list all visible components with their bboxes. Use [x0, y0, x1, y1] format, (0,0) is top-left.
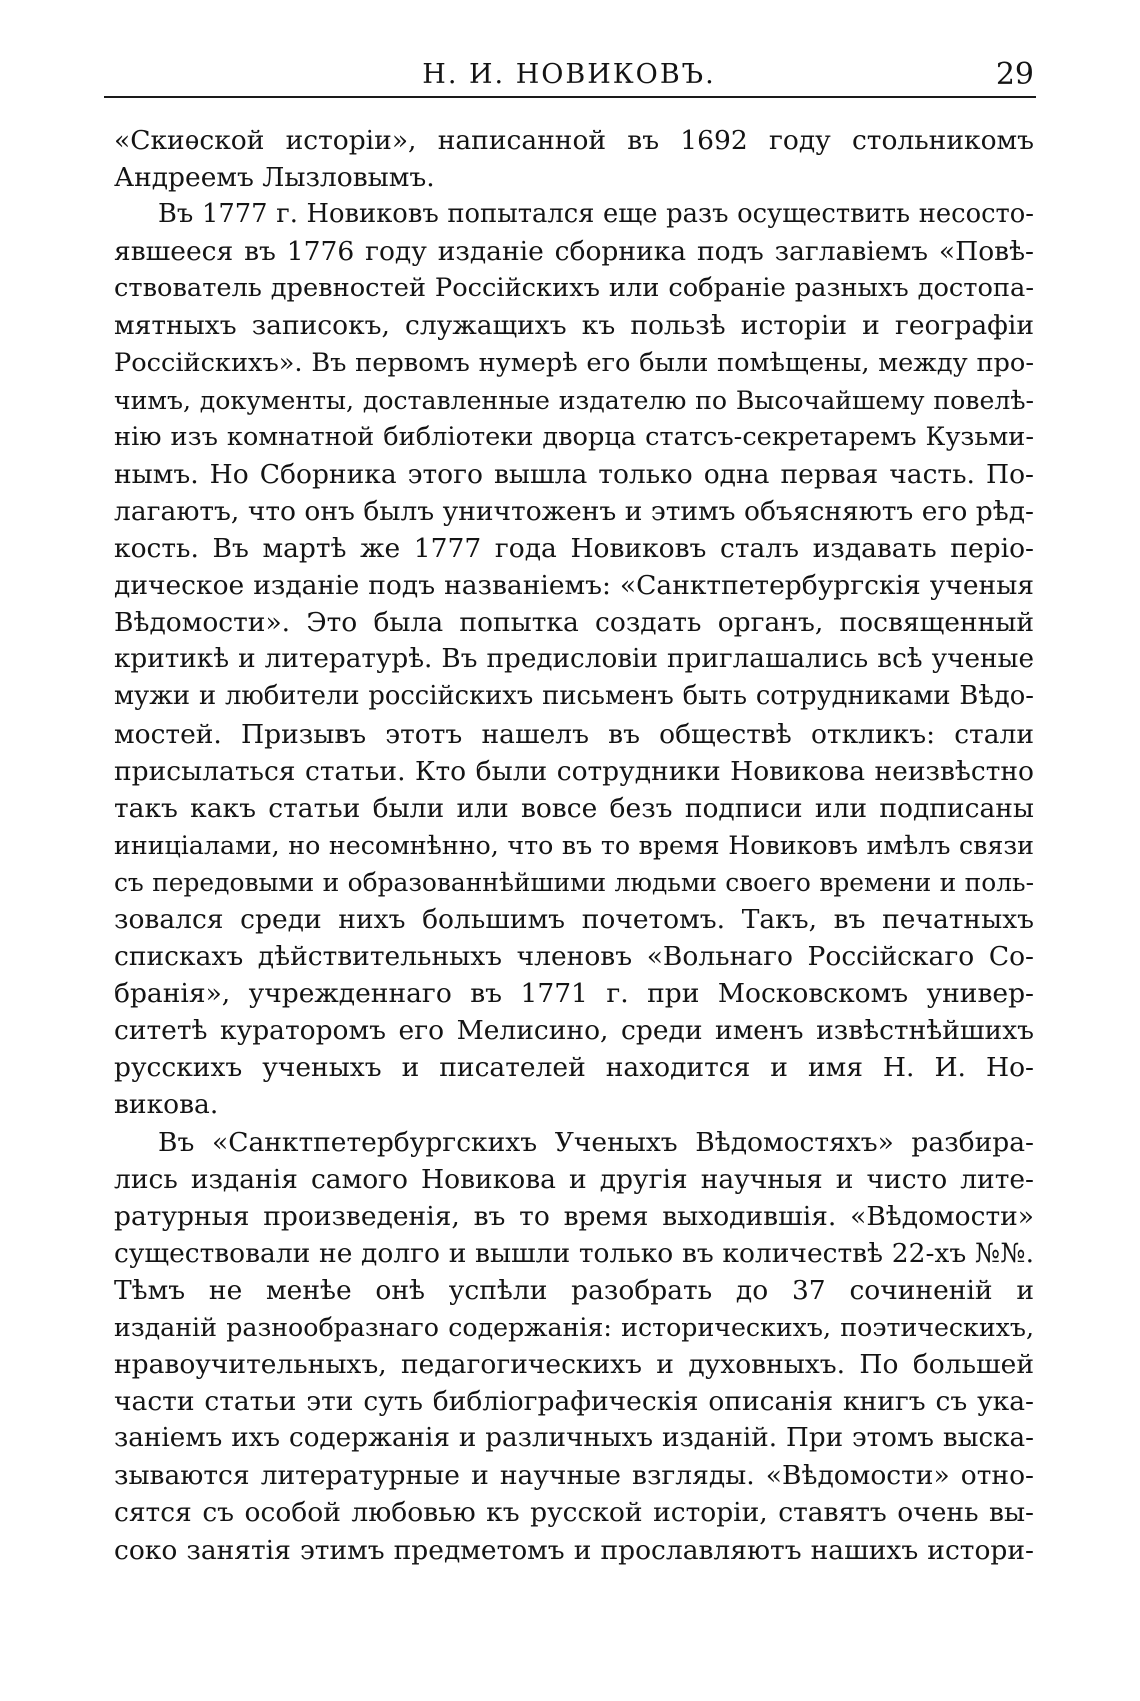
running-head [104, 58, 1034, 98]
text-line: Андреемъ Лызловымъ. [114, 162, 435, 194]
text-line: нымъ. Но Сборника этого вышла только одна первая часть. По- [114, 458, 1034, 490]
text-line: Вѣдомости». Это была попытка создать органъ, посвященный [114, 607, 1034, 639]
text-line: Тѣмъ не менѣе онѣ успѣли разобрать до 37 сочиненій и [114, 1274, 1034, 1306]
text-line: ситетѣ кураторомъ его Мелисино, среди именъ извѣстнѣйшихъ [114, 1015, 1034, 1047]
text-line: мостей. Призывъ этотъ нашелъ въ обществѣ откликъ: стали [114, 718, 1034, 750]
text-line: ратурныя произведенія, въ то время выходившія. «Вѣдомости» [114, 1200, 1034, 1232]
text-line: существовали не долго и вышли только въ количествѣ 22-хъ №№. [114, 1237, 1034, 1269]
text-line: соко занятія этимъ предметомъ и прославляютъ нашихъ истори- [114, 1534, 1034, 1566]
text-line: иниціалами, но несомнѣнно, что въ то время Новиковъ имѣлъ связи [114, 830, 1034, 860]
text-line: зовался среди нихъ большимъ почетомъ. Такъ, въ печатныхъ [114, 903, 1034, 935]
running-title: Н. И. НОВИКОВЪ. [422, 59, 716, 90]
text-line: явшееся въ 1776 году изданіе сборника подъ заглавіемъ «Повѣ- [114, 236, 1034, 268]
text-line: кость. Въ мартѣ же 1777 года Новиковъ сталъ издавать періо- [114, 533, 1034, 565]
text-line: изданій разнообразнаго содержанія: историческихъ, поэтическихъ, [114, 1313, 1034, 1342]
text-line: спискахъ дѣйствительныхъ членовъ «Вольнаго Россійскаго Со- [114, 941, 1034, 973]
text-line: Россійскихъ». Въ первомъ нумерѣ его были помѣщены, между про- [114, 347, 1034, 378]
text-line: «Скиѳской исторіи», написанной въ 1692 году стольникомъ [114, 125, 1034, 156]
text-line: бранія», учрежденнаго въ 1771 г. при Московскомъ универ- [114, 978, 1034, 1010]
text-line: мятныхъ записокъ, служащихъ къ пользѣ исторіи и географіи [114, 310, 1034, 342]
text-line: присылаться статьи. Кто были сотрудники Новикова неизвѣстно [114, 755, 1034, 787]
text-line: съ передовыми и образованнѣйшими людьми своего времени и поль- [114, 867, 1034, 897]
text-line: дическое изданіе подъ названіемъ: «Санктпетербургскія ученыя [114, 570, 1034, 602]
text-line: Въ 1777 г. Новиковъ попытался еще разъ осуществить несосто- [158, 199, 1034, 230]
header-rule [104, 96, 1036, 98]
text-line: такъ какъ статьи были или вовсе безъ подписи или подписаны [114, 792, 1034, 824]
text-line: лагаютъ, что онъ былъ уничтоженъ и этимъ объясняютъ его рѣд- [114, 495, 1034, 527]
text-line: критикѣ и литературѣ. Въ предисловіи приглашались всѣ ученые [114, 644, 1034, 675]
text-line: викова. [114, 1089, 219, 1121]
text-line: русскихъ ученыхъ и писателей находится и имя Н. И. Но- [114, 1052, 1034, 1084]
body-text [114, 122, 1034, 1569]
text-line: сятся съ особой любовью къ русской исторіи, ставятъ очень вы- [114, 1497, 1034, 1529]
text-line: нію изъ комнатной библіотеки дворца статсъ-секретаремъ Кузьми- [114, 421, 1034, 452]
text-line: лись изданія самого Новикова и другія научныя и чисто лите- [114, 1163, 1034, 1195]
page-number: 29 [995, 57, 1034, 92]
text-line: чимъ, документы, доставленные издателю по Высочайшему повелѣ- [114, 385, 1034, 415]
text-line: Въ «Санктпетербургскихъ Ученыхъ Вѣдомостяхъ» разбира- [158, 1126, 1034, 1158]
text-line: части статьи эти суть библіографическія описанія книгъ съ ука- [114, 1386, 1034, 1418]
text-line: заніемъ ихъ содержанія и различныхъ изданій. При этомъ выска- [114, 1423, 1034, 1454]
text-line: нравоучительныхъ, педагогическихъ и духовныхъ. По большей [114, 1349, 1034, 1381]
text-line: мужи и любители россійскихъ письменъ быть сотрудниками Вѣдо- [114, 681, 1034, 712]
text-line: ствователь древностей Россійскихъ или собраніе разныхъ достопа- [114, 273, 1034, 304]
text-line: зываются литературные и научные взгляды. «Вѣдомости» отно- [114, 1460, 1034, 1492]
